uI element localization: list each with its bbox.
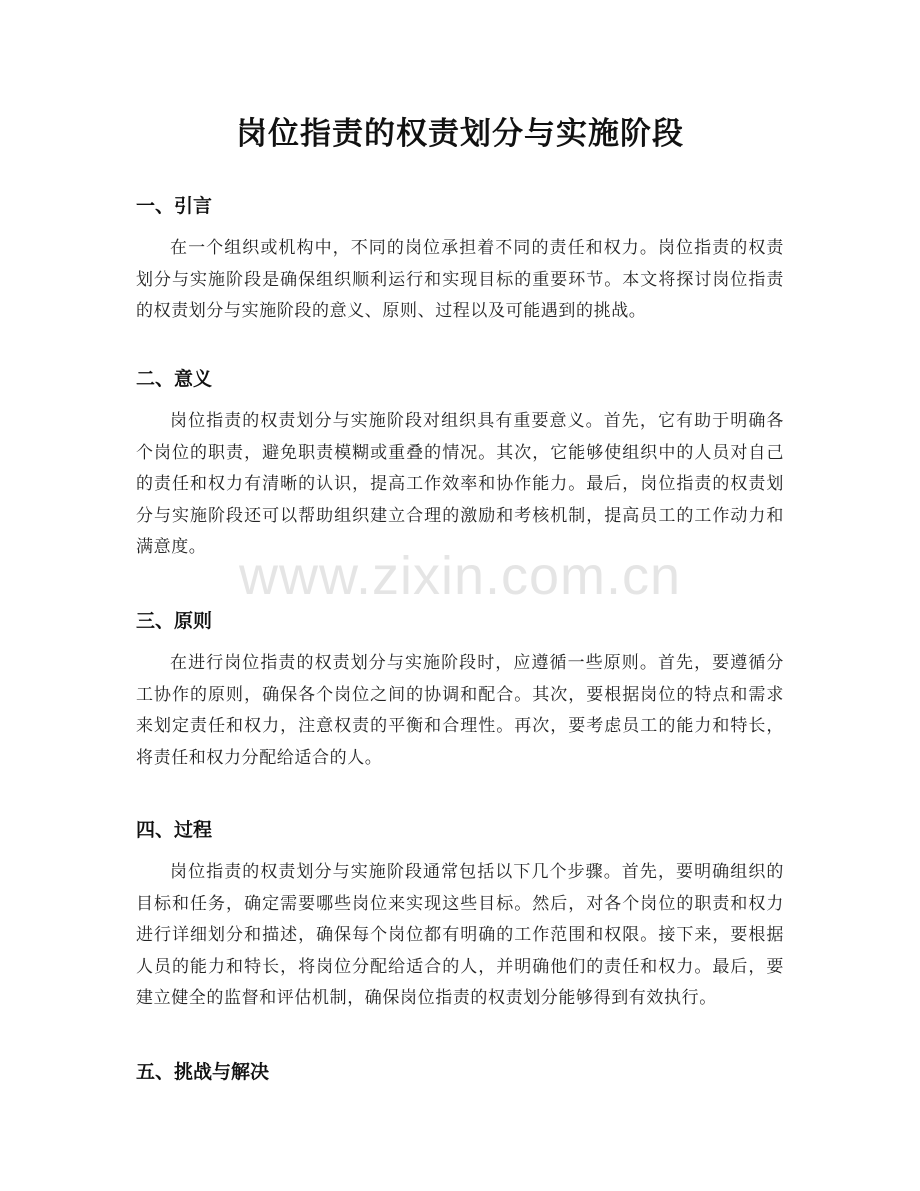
- section-paragraph-significance: 岗位指责的权责划分与实施阶段对组织具有重要意义。首先，它有助于明确各个岗位的职责，避免职责模糊或重叠的情况。其次，它能够使组织中的人员对自己的责任和权力有清晰的认识，提高工作效率和协作能力。最后，岗位指责的权责划分与实施阶段还可以帮助组织建立合理的激励和考核机制，提高员工的工作动力和满意度。: [136, 411, 784, 557]
- section-heading-significance: 二、意义: [136, 368, 213, 390]
- section-heading-challenges: 五、挑战与解决: [136, 1061, 270, 1083]
- document-title: 岗位指责的权责划分与实施阶段: [236, 116, 684, 152]
- section-paragraph-introduction: 在一个组织或机构中，不同的岗位承担着不同的责任和权力。岗位指责的权责划分与实施阶段是确保组织顺利运行和实现目标的重要环节。本文将探讨岗位指责的权责划分与实施阶段的意义、原则、过程以及可能遇到的挑战。: [136, 238, 784, 321]
- section-paragraph-principles: 在进行岗位指责的权责划分与实施阶段时，应遵循一些原则。首先，要遵循分工协作的原则，确保各个岗位之间的协调和配合。其次，要根据岗位的特点和需求来划定责任和权力，注意权责的平衡和合理性。再次，要考虑员工的能力和特长，将责任和权力分配给适合的人。: [136, 653, 784, 768]
- section-heading-process: 四、过程: [136, 819, 213, 841]
- section-heading-principles: 三、原则: [136, 610, 213, 632]
- watermark: www.zixin.com.cn: [238, 546, 682, 606]
- section-heading-introduction: 一、引言: [136, 195, 213, 217]
- section-paragraph-process: 岗位指责的权责划分与实施阶段通常包括以下几个步骤。首先，要明确组织的目标和任务，确定需要哪些岗位来实现这些目标。然后，对各个岗位的职责和权力进行详细划分和描述，确保每个岗位都有明确的工作范围和权限。接下来，要根据人员的能力和特长，将岗位分配给适合的人，并明确他们的责任和权力。最后，要建立健全的监督和评估机制，确保岗位指责的权责划分能够得到有效执行。: [136, 862, 784, 1008]
